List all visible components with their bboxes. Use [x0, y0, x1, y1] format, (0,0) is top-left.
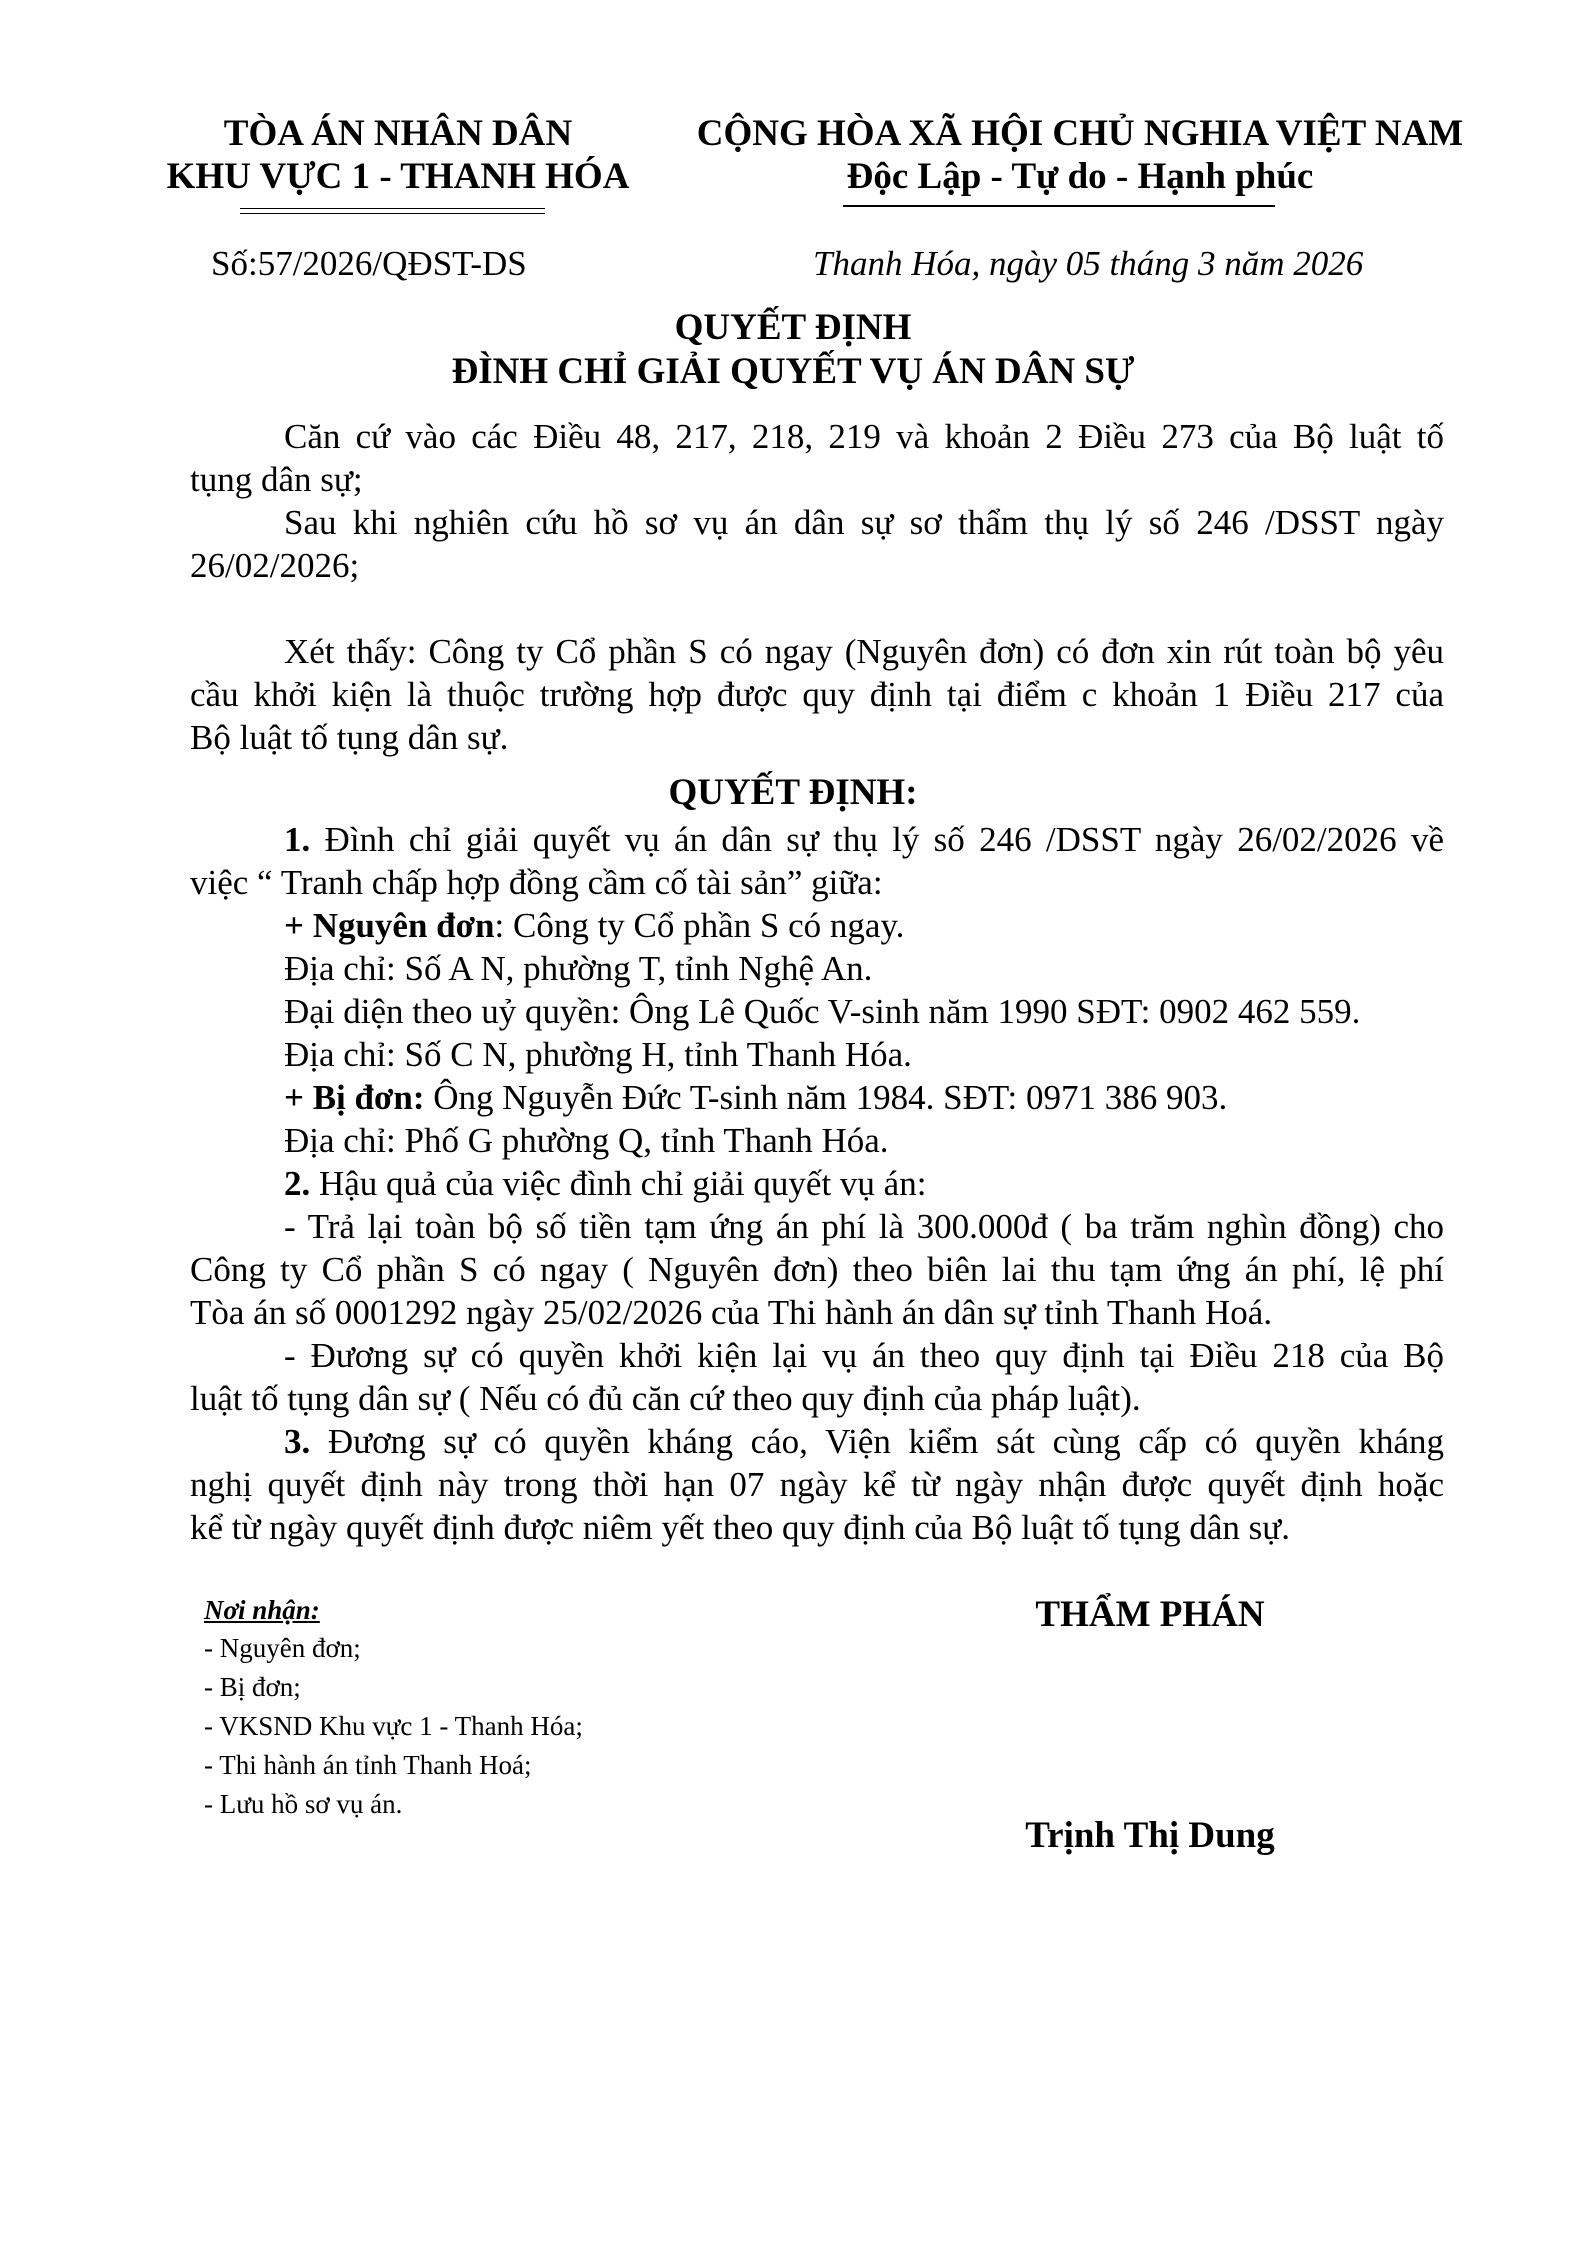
plaintiff-value: : Công ty Cổ phần S có ngay. [494, 906, 905, 945]
consideration-line-3: Bộ luật tố tụng dân sự. [190, 718, 509, 757]
basis-paragraph-2-line-1: Sau khi nghiên cứu hồ sơ vụ án dân sự sơ thẩm thụ lý số 246 /DSST ngày [284, 503, 1444, 542]
section-1-line-1 [284, 820, 1444, 860]
defendant-address: Địa chỉ: Phố G phường Q, tỉnh Thanh Hóa. [284, 1121, 889, 1160]
defendant-line [284, 1078, 1227, 1118]
basis-paragraph-1-line-1: Căn cứ vào các Điều 48, 217, 218, 219 và khoản 2 Điều 273 của Bộ luật tố [284, 417, 1444, 456]
plaintiff-line [284, 906, 904, 946]
section-3-line-2: nghị quyết định này trong thời hạn 07 ngày kể từ ngày nhận được quyết định hoặc [190, 1465, 1444, 1504]
plaintiff-address: Địa chỉ: Số A N, phường T, tỉnh Nghệ An. [284, 949, 873, 988]
consideration-line-2: cầu khởi kiện là thuộc trường hợp được quy định tại điểm c khoản 1 Điều 217 của [190, 675, 1444, 714]
section-2a-line-1: - Trả lại toàn bộ số tiền tạm ứng án phí là 300.000đ ( ba trăm nghìn đồng) cho [284, 1207, 1444, 1246]
recipient-item: - VKSND Khu vực 1 - Thanh Hóa; [204, 1711, 583, 1741]
section-2-text: Hậu quả của việc đình chỉ giải quyết vụ án: [310, 1164, 927, 1203]
representative-address: Địa chỉ: Số C N, phường H, tỉnh Thanh Hóa. [284, 1035, 912, 1074]
consideration-line-1: Xét thấy: Công ty Cổ phần S có ngay (Nguyên đơn) có đơn xin rút toàn bộ yêu [284, 632, 1444, 671]
document-subtitle: ĐÌNH CHỈ GIẢI QUYẾT VỤ ÁN DÂN SỰ [451, 351, 1135, 392]
court-name-line2: KHU VỰC 1 - THANH HÓA [166, 156, 630, 197]
place-and-date: Thanh Hóa, ngày 05 tháng 3 năm 2026 [813, 244, 1364, 283]
section-2b-line-2: luật tố tụng dân sự ( Nếu có đủ căn cứ theo quy định của pháp luật). [190, 1379, 1141, 1418]
plaintiff-label: + Nguyên đơn [284, 906, 495, 945]
representative: Đại diện theo uỷ quyền: Ông Lê Quốc V-sinh năm 1990 SĐT: 0902 462 559. [284, 992, 1361, 1031]
defendant-value: Ông Nguyễn Đức T-sinh năm 1984. SĐT: 0971 386 903. [424, 1078, 1228, 1117]
section-3-line-1 [284, 1422, 1444, 1462]
document-title: QUYẾT ĐỊNH [674, 307, 912, 348]
defendant-label: + Bị đơn: [284, 1078, 425, 1117]
signature-title: THẨM PHÁN [1035, 1594, 1265, 1635]
signer-name: Trịnh Thị Dung [1025, 1815, 1275, 1856]
section-2b-line-1: - Đương sự có quyền khởi kiện lại vụ án theo quy định tại Điều 218 của Bộ [284, 1336, 1444, 1375]
section-3-line-3: kể từ ngày quyết định được niêm yết theo quy định của Bộ luật tố tụng dân sự. [190, 1508, 1290, 1547]
nation-motto-line1: CỘNG HÒA XÃ HỘI CHỦ NGHIA VIỆT NAM [696, 113, 1464, 154]
section-2-number: 2. [284, 1164, 311, 1203]
section-2a-line-2: Công ty Cổ phần S có ngay ( Nguyên đơn) theo biên lai thu tạm ứng án phí, lệ phí [190, 1250, 1444, 1289]
section-1-number: 1. [284, 820, 311, 859]
recipient-item: - Bị đơn; [204, 1672, 301, 1702]
basis-paragraph-2-line-2: 26/02/2026; [190, 546, 360, 585]
section-3-text: Đương sự có quyền kháng cáo, Viện kiểm sát cùng cấp có quyền kháng [310, 1422, 1444, 1461]
section-3-number: 3. [284, 1422, 311, 1461]
recipient-item: - Nguyên đơn; [204, 1633, 361, 1663]
court-name-underline [240, 208, 545, 214]
basis-paragraph-1-line-2: tụng dân sự; [190, 460, 363, 499]
section-2a-line-3: Tòa án số 0001292 ngày 25/02/2026 của Thi hành án dân sự tỉnh Thanh Hoá. [190, 1293, 1273, 1332]
nation-motto-line2: Độc Lập - Tự do - Hạnh phúc [846, 156, 1314, 197]
section-1-line-2: việc “ Tranh chấp hợp đồng cầm cố tài sản” giữa: [190, 863, 883, 902]
document-number: Số:57/2026/QĐST-DS [211, 244, 527, 283]
recipient-item: - Lưu hồ sơ vụ án. [204, 1789, 403, 1819]
nation-motto-underline [843, 205, 1275, 207]
decision-heading: QUYẾT ĐỊNH: [668, 772, 918, 813]
court-name-line1: TÒA ÁN NHÂN DÂN [223, 113, 573, 154]
section-1-text: Đình chỉ giải quyết vụ án dân sự thụ lý số 246 /DSST ngày 26/02/2026 về [310, 820, 1444, 859]
recipients-heading: Nơi nhận: [204, 1595, 320, 1625]
recipient-item: - Thi hành án tỉnh Thanh Hoá; [204, 1750, 532, 1780]
section-2-line [284, 1164, 926, 1204]
